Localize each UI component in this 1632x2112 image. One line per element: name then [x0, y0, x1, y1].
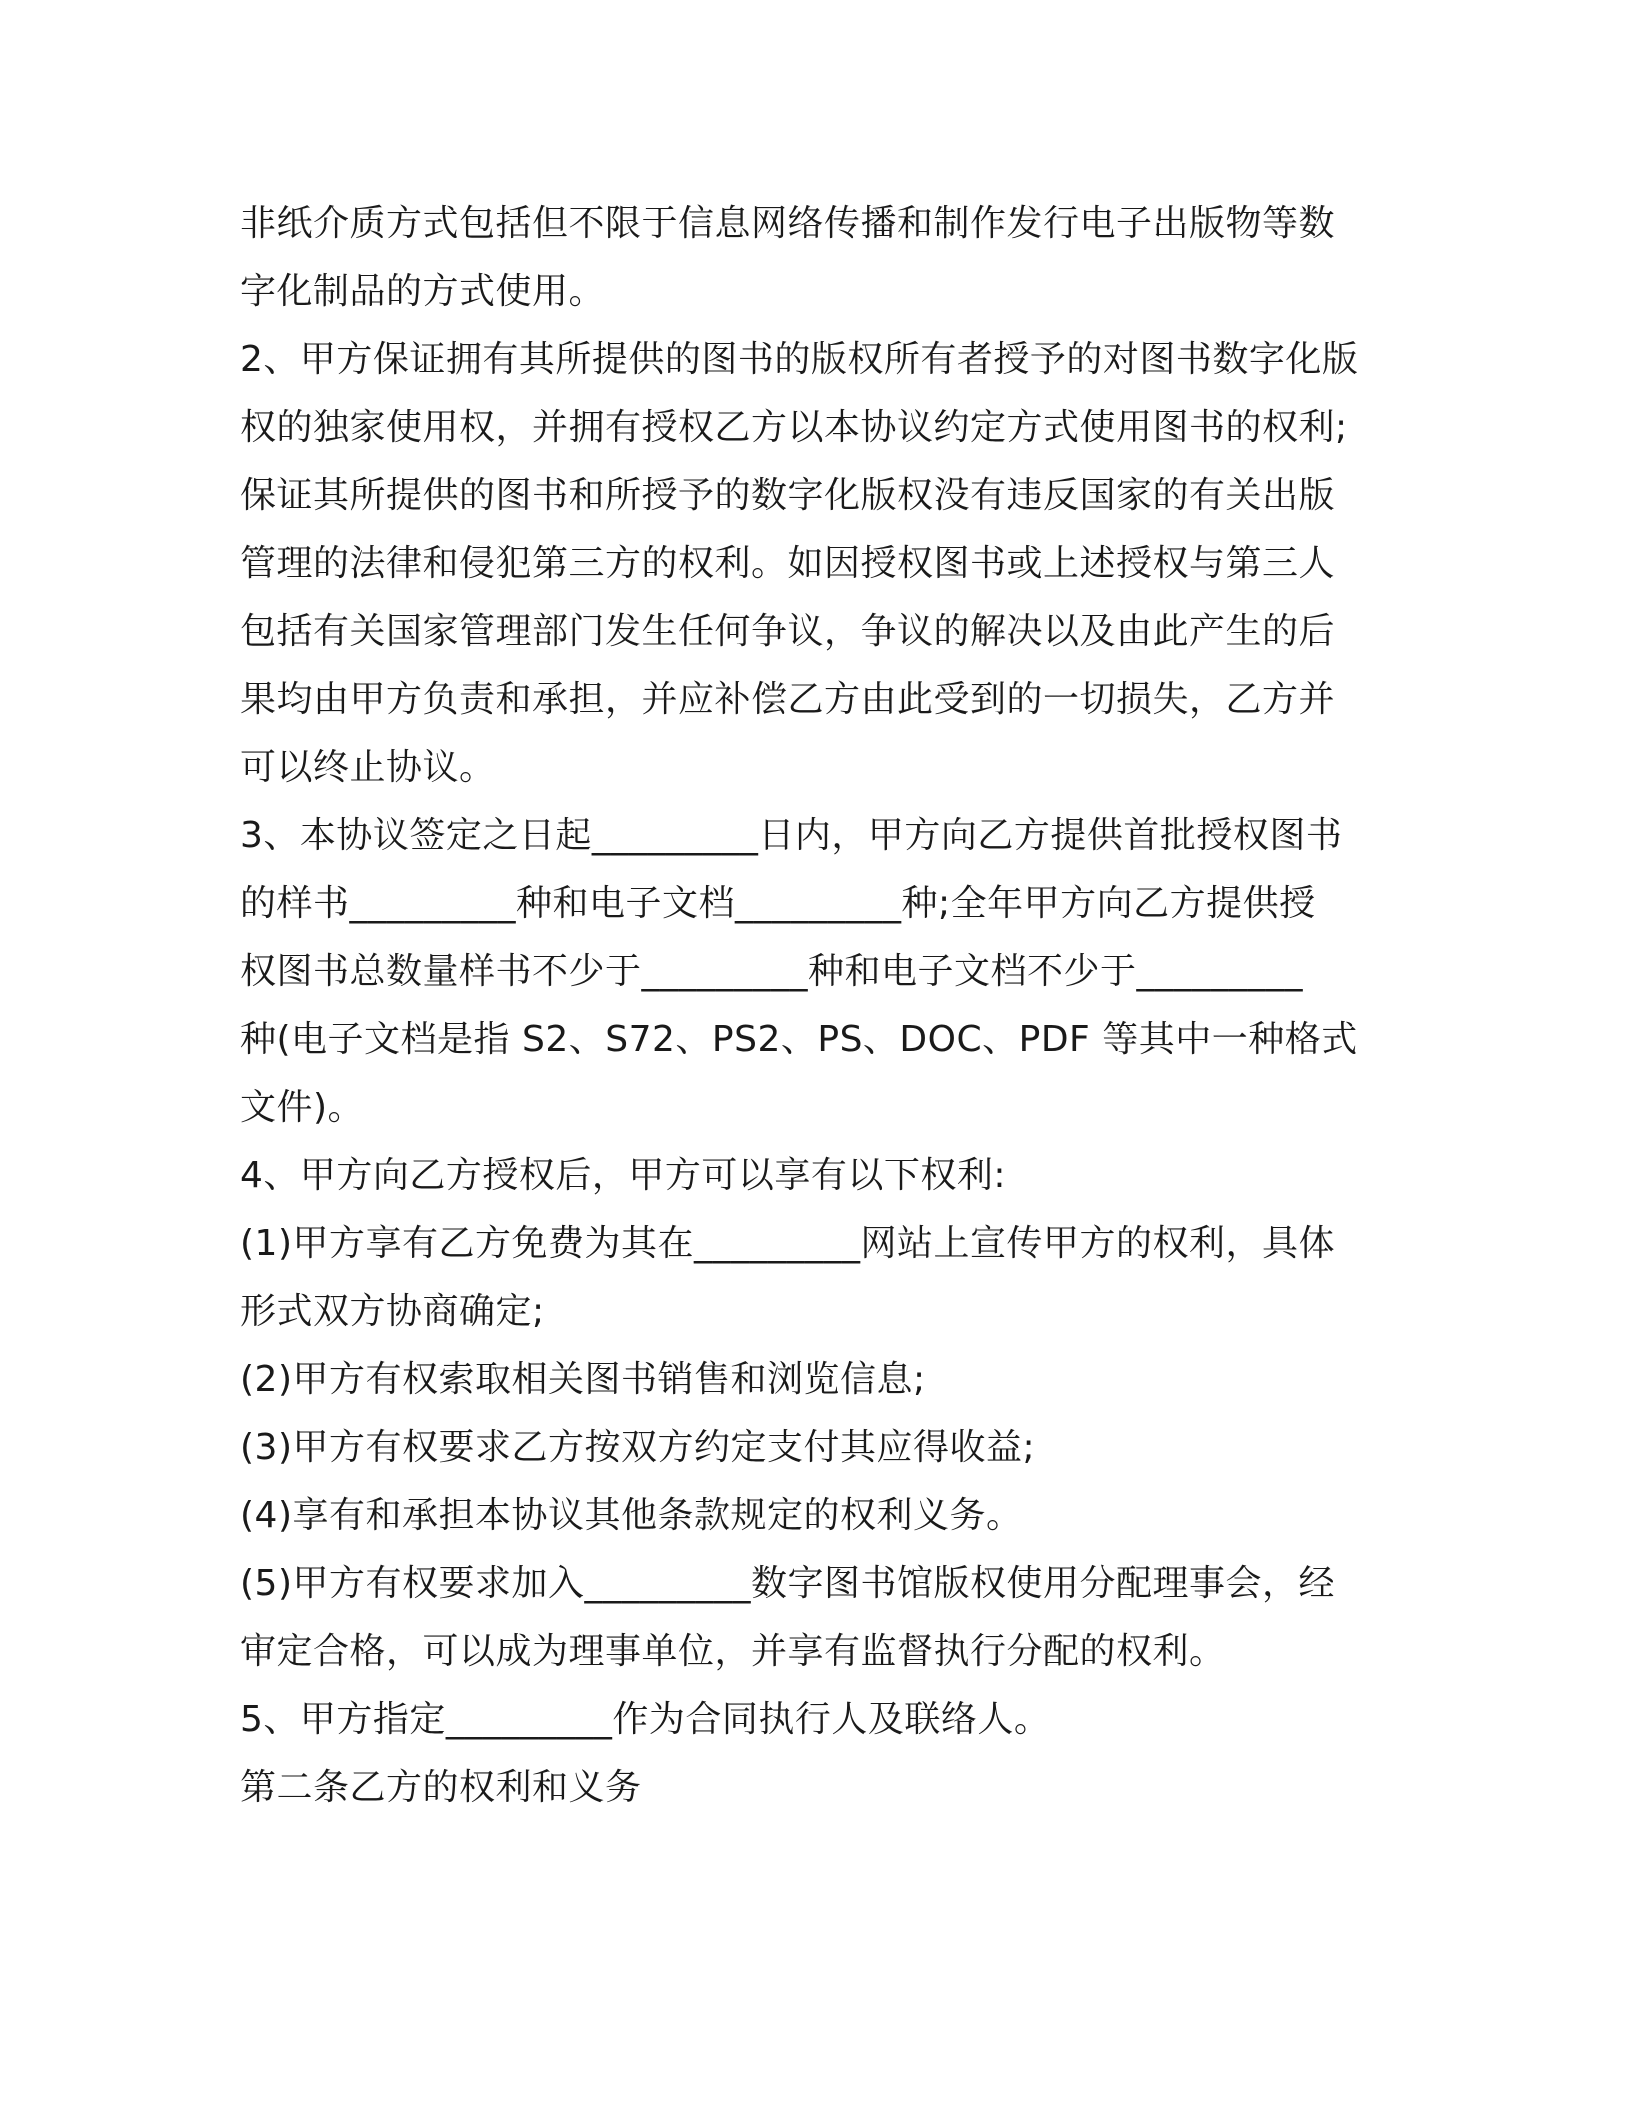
text-line: 审定合格，可以成为理事单位，并享有监督执行分配的权利。 [240, 1631, 1226, 1672]
document-body [240, 190, 1400, 1822]
text-line: (3)甲方有权要求乙方按双方约定支付其应得收益; [240, 1427, 1036, 1468]
text-line: 文件)。 [240, 1087, 365, 1128]
text-line: 的样书_________种和电子文档_________种;全年甲方向乙方提供授 [240, 883, 1316, 924]
text-line: 权图书总数量样书不少于_________种和电子文档不少于_________ [240, 951, 1304, 992]
section-heading: 第二条乙方的权利和义务 [240, 1767, 642, 1808]
text-line: (5)甲方有权要求加入_________数字图书馆版权使用分配理事会，经 [240, 1563, 1335, 1604]
text-line: (4)享有和承担本协议其他条款规定的权利义务。 [240, 1495, 1023, 1536]
text-line: 包括有关国家管理部门发生任何争议，争议的解决以及由此产生的后 [240, 611, 1336, 652]
text-line: 2、甲方保证拥有其所提供的图书的版权所有者授予的对图书数字化版 [240, 339, 1359, 380]
text-line: 5、甲方指定_________作为合同执行人及联络人。 [240, 1699, 1051, 1740]
text-line: 果均由甲方负责和承担，并应补偿乙方由此受到的一切损失，乙方并 [240, 679, 1336, 720]
text-line: 4、甲方向乙方授权后，甲方可以享有以下权利: [240, 1155, 1007, 1196]
text-line: 非纸介质方式包括但不限于信息网络传播和制作发行电子出版物等数 [240, 203, 1336, 244]
text-line: 字化制品的方式使用。 [240, 271, 606, 312]
text-line: 保证其所提供的图书和所授予的数字化版权没有违反国家的有关出版 [240, 475, 1336, 516]
text-line: (1)甲方享有乙方免费为其在_________网站上宣传甲方的权利，具体 [240, 1223, 1335, 1264]
text-line: 种(电子文档是指 S2、S72、PS2、PS、DOC、PDF 等其中一种格式 [240, 1019, 1358, 1060]
text-line: 权的独家使用权，并拥有授权乙方以本协议约定方式使用图书的权利; [240, 407, 1348, 448]
text-line: 形式双方协商确定; [240, 1291, 545, 1332]
text-line: 管理的法律和侵犯第三方的权利。如因授权图书或上述授权与第三人 [240, 543, 1336, 584]
text-line: 3、本协议签定之日起_________日内，甲方向乙方提供首批授权图书 [240, 815, 1343, 856]
text-line: 可以终止协议。 [240, 747, 496, 788]
text-line: (2)甲方有权索取相关图书销售和浏览信息; [240, 1359, 926, 1400]
